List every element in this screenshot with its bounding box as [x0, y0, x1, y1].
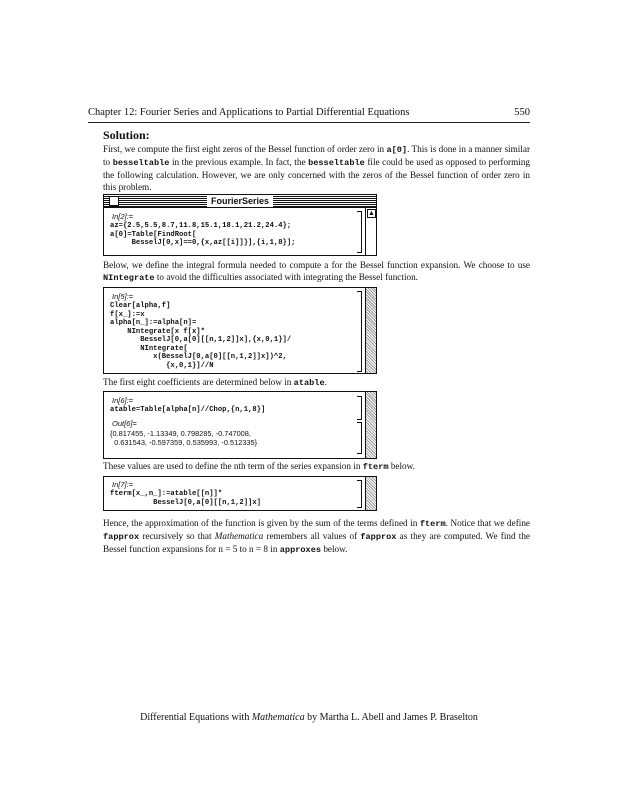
- text: recursively so that: [139, 531, 215, 541]
- chapter-title: Chapter 12: Fourier Series and Applications to Partial Differential Equations: [88, 107, 410, 118]
- code-fapprox: fapprox: [103, 532, 140, 542]
- text: for the Bessel function expansion. We choose to use: [328, 260, 530, 270]
- output-cell-bracket[interactable]: [357, 422, 362, 454]
- code-line: Clear[alpha,f]: [110, 302, 171, 310]
- text: as they are computed. We find the Bessel function expansions for n = 5 to n = 8 in: [103, 531, 531, 554]
- code-fterm: fterm: [362, 462, 389, 472]
- text: Differential Equations with: [140, 712, 252, 723]
- paragraph-coefficients: [103, 376, 530, 389]
- window-titlebar[interactable]: [104, 195, 376, 208]
- code-line: NIntegrate[: [110, 344, 188, 353]
- cell-bracket[interactable]: [357, 480, 362, 508]
- notebook-cell-fterm[interactable]: [103, 476, 377, 511]
- code-line: alpha[n_]:=alpha[n]=: [110, 319, 197, 327]
- paragraph-intro: [103, 143, 530, 193]
- text: below.: [321, 544, 348, 554]
- code-fapprox: fapprox: [360, 532, 397, 542]
- code-fterm: fterm: [419, 519, 446, 529]
- vertical-scrollbar[interactable]: [365, 288, 376, 373]
- page-number: 550: [514, 107, 530, 118]
- text: file could be used as opposed to performing the following calculation. However, we are only concerned with the zeros of the Bessel function of order zero in this problem.: [103, 157, 531, 192]
- code-besseltable: besseltable: [112, 158, 170, 168]
- paragraph-approximation: [103, 517, 530, 556]
- notebook-window-fourierseries[interactable]: [103, 194, 377, 256]
- code-nintegrate: NIntegrate: [103, 273, 155, 283]
- input-cell-bracket[interactable]: [357, 396, 362, 420]
- vertical-scrollbar[interactable]: [365, 392, 376, 458]
- text: . Notice that we define: [445, 518, 531, 528]
- vertical-scrollbar[interactable]: [365, 208, 376, 255]
- text: below.: [388, 461, 415, 471]
- code-line: x(BesselJ[0,a[0][[n,1,2]]x])^2,: [110, 353, 287, 361]
- page-header: [88, 107, 530, 123]
- cell-bracket[interactable]: [357, 291, 362, 372]
- solution-heading: Solution:: [103, 128, 150, 142]
- mathematica-italic: Mathematica: [214, 531, 264, 541]
- text: The first eight coefficients are determined below in: [103, 377, 294, 387]
- cell-bracket[interactable]: [357, 211, 362, 253]
- code-a0: a[0]: [386, 145, 408, 155]
- close-box-icon[interactable]: [109, 196, 119, 206]
- code-line: az={2.5,5.5,8.7,11.8,15.1,18.1,21.2,24.4};: [110, 222, 292, 230]
- notebook-content[interactable]: [104, 477, 376, 510]
- code-line: atable=Table[alpha[n]//Chop,{n,1,8}]: [110, 406, 266, 414]
- input-label: In[2]:=: [112, 212, 134, 221]
- page-footer: [0, 712, 618, 723]
- notebook-cell-atable[interactable]: [103, 391, 377, 459]
- paragraph-nth-term: [103, 460, 530, 473]
- code-line: NIntegrate[x f[x]*: [110, 327, 205, 336]
- code-line: BesselJ[0,a[0][[n,1,2]]x]: [110, 498, 261, 507]
- code-line: fterm[x_,n_]:=atable[[n]]*: [110, 490, 223, 498]
- text: . This is done in a manner similar to: [103, 144, 531, 167]
- text: by Martha L. Abell and James P. Braselton: [304, 712, 478, 723]
- text: Below, we define the integral formula needed to compute a: [103, 260, 329, 270]
- text: Hence, the approximation of the function is given by the sum of the terms defined in: [103, 518, 420, 528]
- notebook-content[interactable]: [104, 208, 376, 251]
- input-label: In[5]:=: [112, 292, 134, 301]
- text: remembers all values of: [263, 531, 361, 541]
- notebook-content[interactable]: [104, 392, 376, 450]
- code-line: f[x_]:=x: [110, 310, 145, 319]
- paragraph-integral: [103, 259, 530, 284]
- output-label: Out[6]=: [112, 418, 137, 428]
- input-label: In[6]:=: [112, 396, 134, 405]
- code-approxes: approxes: [279, 545, 322, 555]
- text: These values are used to define the nth term of the series expansion in: [103, 461, 363, 471]
- code-line: {x,0,1}]//N: [110, 361, 214, 370]
- input-label: In[7]:=: [112, 480, 134, 489]
- text: in the previous example. In fact, the: [169, 157, 309, 167]
- vertical-scrollbar[interactable]: [365, 477, 376, 510]
- code-line: a[0]=Table[FindRoot[: [110, 230, 197, 239]
- code-besseltable: besseltable: [308, 158, 365, 168]
- code-line: BesselJ[0,x]==0,{x,az[[i]]}],{i,1,8}];: [110, 239, 296, 247]
- output-line: 0.631543, -0.597359, 0.535993, -0.512335}: [110, 437, 258, 447]
- output-line: {0.817455, -1.13349, 0.798285, -0.747008,: [110, 428, 251, 438]
- text: .: [324, 377, 327, 387]
- notebook-content[interactable]: [104, 288, 376, 373]
- code-atable: atable: [293, 378, 325, 388]
- notebook-cell-alpha-definition[interactable]: [103, 287, 377, 374]
- scroll-up-arrow-icon[interactable]: ▲: [368, 209, 375, 217]
- mathematica-italic: Mathematica: [251, 712, 305, 723]
- code-line: BesselJ[0,a[0][[n,1,2]]x],{x,0,1}]/: [110, 336, 292, 344]
- text: First, we compute the first eight zeros of the Bessel function of order zero in: [103, 144, 387, 154]
- text: to avoid the difficulties associated with integrating the Bessel function.: [154, 272, 418, 282]
- window-title: FourierSeries: [207, 195, 273, 207]
